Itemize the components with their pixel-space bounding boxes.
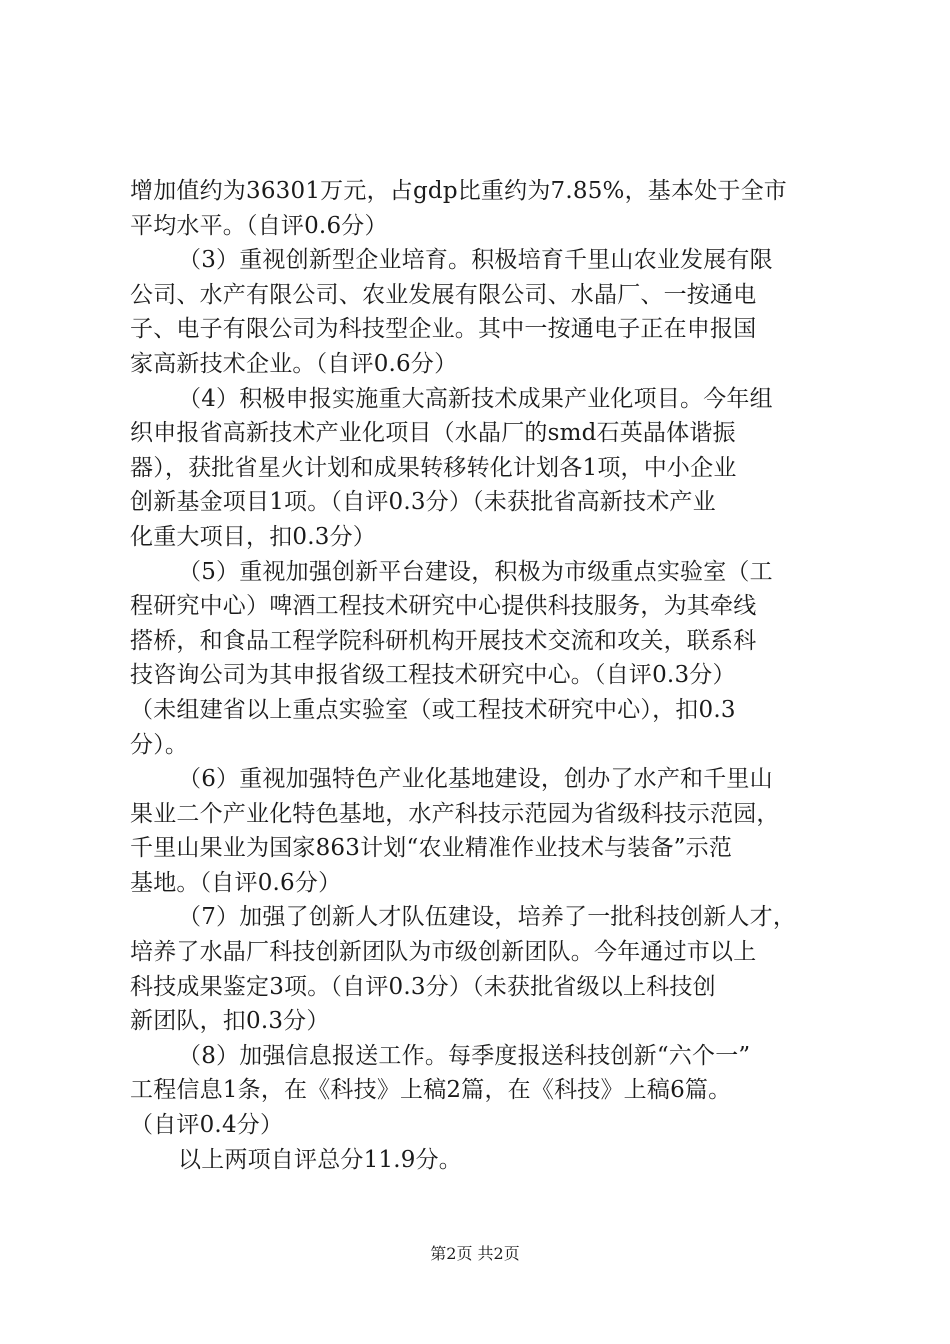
- body-line: 分）。: [130, 731, 189, 758]
- paragraph-7-start: （7）加强了创新人才队伍建设，培养了一批科技创新人才，: [178, 904, 797, 931]
- body-line: 子、电子有限公司为科技型企业。其中一按通电子正在申报国: [130, 316, 757, 343]
- page-footer: [0, 1244, 950, 1264]
- body-line: 科技成果鉴定3项。（自评0.3分）（未获批省级以上科技创: [130, 973, 716, 1000]
- paragraph-8-start: （8）加强信息报送工作。每季度报送科技创新“六个一”: [178, 1042, 751, 1069]
- body-line: 搭桥，和食品工程学院科研机构开展技术交流和攻关，联系科: [130, 627, 757, 654]
- body-line: 新团队，扣0.3分）: [130, 1008, 330, 1035]
- paragraph-5-start: （5）重视加强创新平台建设，积极为市级重点实验室（工: [178, 558, 773, 585]
- body-line: 家高新技术企业。（自评0.6分）: [130, 350, 458, 377]
- body-line: 技咨询公司为其申报省级工程技术研究中心。（自评0.3分）: [130, 662, 736, 689]
- body-line: 千里山果业为国家863计划“农业精准作业技术与装备”示范: [130, 835, 733, 862]
- body-line: 工程信息1条，在《科技》上稿2篇，在《科技》上稿6篇。: [130, 1077, 732, 1104]
- body-line: 增加值约为36301万元，占gdp比重约为7.85%，基本处于全市: [130, 178, 788, 204]
- document-body: [130, 174, 842, 1177]
- body-line: 果业二个产业化特色基地，水产科技示范园为省级科技示范园，: [130, 800, 780, 827]
- summary-line: 以上两项自评总分11.9分。: [178, 1146, 463, 1173]
- paragraph-3-start: （3）重视创新型企业培育。积极培育千里山农业发展有限: [178, 247, 773, 274]
- body-line: 化重大项目，扣0.3分）: [130, 523, 376, 550]
- body-line: 培养了水晶厂科技创新团队为市级创新团队。今年通过市以上: [130, 939, 757, 966]
- body-line: 公司、水产有限公司、农业发展有限公司、水晶厂、一按通电: [130, 281, 757, 308]
- paragraph-6-start: （6）重视加强特色产业化基地建设，创办了水产和千里山: [178, 766, 773, 793]
- paragraph-4-start: （4）积极申报实施重大高新技术成果产业化项目。今年组: [178, 385, 773, 412]
- body-line: 器），获批省星火计划和成果转移转化计划各1项，中小企业: [130, 454, 737, 481]
- body-line: 织申报省高新技术产业化项目（水晶厂的smd石英晶体谐振: [130, 420, 736, 447]
- body-line: 创新基金项目1项。（自评0.3分）（未获批省高新技术产业: [130, 489, 716, 516]
- body-line: 平均水平。（自评0.6分）: [130, 212, 388, 239]
- body-line: 程研究中心）啤酒工程技术研究中心提供科技服务，为其牵线: [130, 593, 757, 620]
- body-line: 基地。（自评0.6分）: [130, 869, 342, 896]
- page-number: 第2页 共2页: [430, 1244, 520, 1263]
- body-line: （未组建省以上重点实验室（或工程技术研究中心），扣0.3: [130, 696, 736, 723]
- body-line: （自评0.4分）: [130, 1112, 284, 1139]
